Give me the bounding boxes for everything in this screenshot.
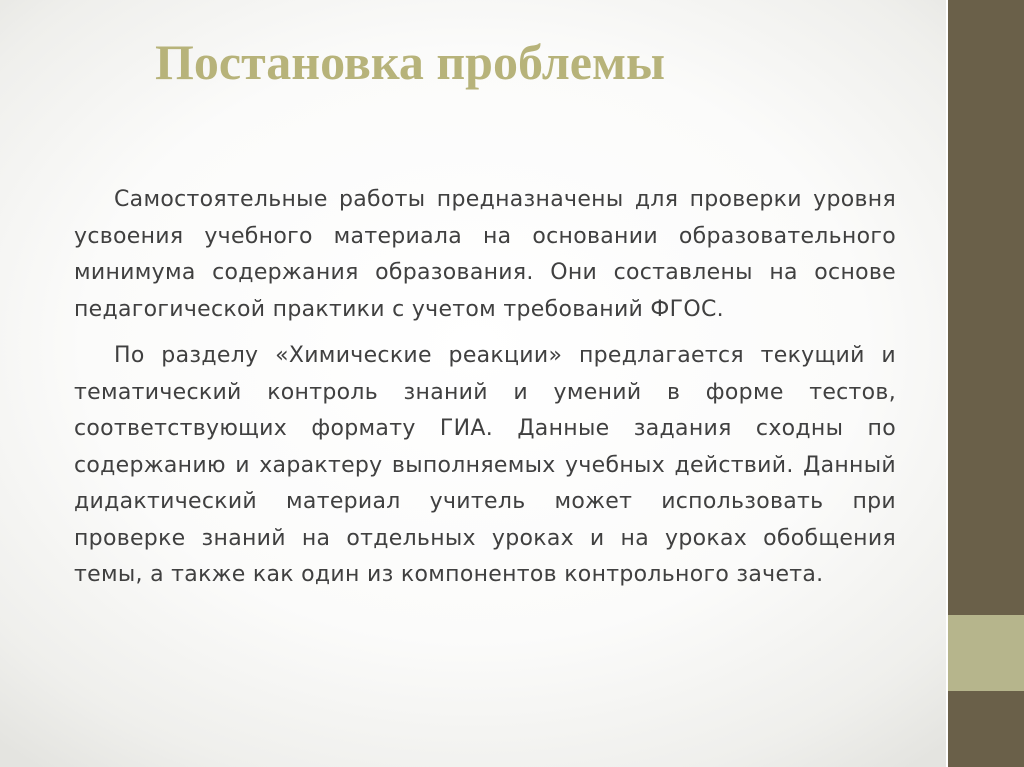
body-paragraph-1: Самостоятельные работы предназначены для проверки уровня усвоения учебного материала на основании образовательного минимума содержания образования. Они составлены на основе педагогической практики с учетом требований ФГОС. <box>74 187 896 322</box>
sidebar-light-block <box>948 615 1024 691</box>
body-paragraph-2: По разделу «Химические реакции» предлагается текущий и тематический контроль знаний и умений в форме тестов, соответствующих формату ГИА. Данные задания сходны по содержанию и характеру выполняемых учебных действий. Данный дидактический материал учитель может использовать при проверке знаний на отдельных уроках и на уроках обобщения темы, а также как один из компонентов контрольного зачета. <box>74 343 896 587</box>
slide-body <box>74 182 896 692</box>
slide-title: Постановка проблемы <box>155 34 666 90</box>
sidebar-divider <box>946 0 948 767</box>
